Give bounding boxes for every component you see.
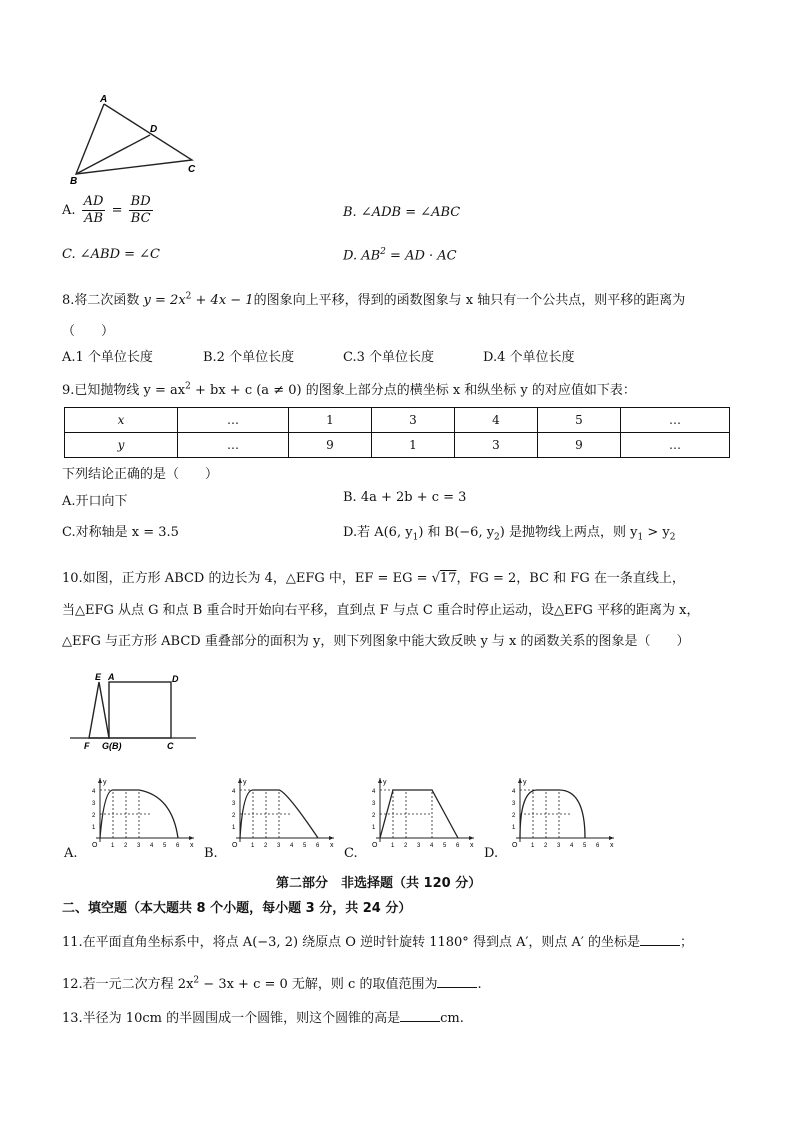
y-arrow xyxy=(518,778,522,783)
q8-option-d: D.4 个单位长度 xyxy=(483,350,575,365)
q13-text: 13.半径为 10cm 的半圆围成一个圆锥，则这个圆锥的高是 cm. xyxy=(62,1011,464,1026)
q9-option-b: B. 4a + 2b + c = 3 xyxy=(343,490,467,505)
x-tick-label: 3 xyxy=(417,843,421,849)
y-tick-label: 2 xyxy=(372,813,376,819)
q7-option-b: B. ∠ADB = ∠ABC xyxy=(343,205,461,220)
table-cell: 5 xyxy=(538,408,621,433)
q7-option-d: D. $AB^2$ = AD · AC xyxy=(343,247,457,264)
table-row-x xyxy=(65,408,730,433)
x-arrow xyxy=(609,836,614,840)
y-arrow xyxy=(238,778,242,783)
x-tick-label: 4 xyxy=(430,843,434,849)
q9-value-table xyxy=(64,407,730,458)
label-a: A xyxy=(108,672,115,682)
q9-option-a: A.开口向下 xyxy=(62,494,128,509)
frac-den: AB xyxy=(84,211,104,226)
function-curve xyxy=(380,790,458,838)
x-tick-label: 2 xyxy=(124,843,128,849)
graph-option-1 xyxy=(78,774,198,854)
q8-option-a: A.1 个单位长度 xyxy=(62,350,153,365)
frac-den: BC xyxy=(130,211,151,226)
y-tick-label: 3 xyxy=(372,801,376,807)
q10-line-2: 当△EFG 从点 G 和点 B 重合时开始向右平移，直到点 F 与点 C 重合时停止运动，设△EFG 平移的距离为 x， xyxy=(62,603,700,618)
label-e: E xyxy=(95,672,102,682)
q7-triangle-figure xyxy=(66,90,206,186)
label-c: C xyxy=(188,164,196,175)
x-axis-label: x xyxy=(610,842,614,849)
y-tick-label: 2 xyxy=(512,813,516,819)
answer-blank xyxy=(640,945,680,946)
table-row-y xyxy=(65,433,730,458)
x-tick-label: 4 xyxy=(150,843,154,849)
graph-option-label: C. xyxy=(344,846,358,861)
q11-text: 11.在平面直角坐标系中，将点 A(−3, 2) 绕原点 O 逆时针旋转 1180° 得到点 A′，则点 A′ 的坐标是 ； xyxy=(62,935,694,950)
q10-line-3: △EFG 与正方形 ABCD 重叠部分的面积为 y，则下列图象中能大致反映 y 与 x 的函数关系的图象是（ ） xyxy=(62,634,690,649)
label-f: F xyxy=(84,741,90,751)
graph-option-label: B. xyxy=(204,846,218,861)
x-tick-label: 5 xyxy=(163,843,167,849)
q10-square-triangle-figure xyxy=(68,670,198,752)
x-arrow xyxy=(329,836,334,840)
frac-num: AD xyxy=(83,194,104,209)
x-tick-label: 6 xyxy=(176,843,180,849)
x-axis-label: x xyxy=(470,842,474,849)
table-cell: 1 xyxy=(289,408,372,433)
x-tick-label: 4 xyxy=(570,843,574,849)
graph-option-label: D. xyxy=(484,846,499,861)
x-tick-label: 2 xyxy=(404,843,408,849)
answer-blank xyxy=(400,1021,440,1022)
q9-stem: 9.已知抛物线 $y = ax^2$ + bx + c (a ≠ 0) 的图象上部分点的横坐标 x 和纵坐标 y 的对应值如下表： xyxy=(62,381,636,398)
x-tick-label: 2 xyxy=(544,843,548,849)
x-tick-label: 1 xyxy=(531,843,535,849)
table-cell: … xyxy=(178,433,289,458)
y-tick-label: 3 xyxy=(92,801,96,807)
x-tick-label: 6 xyxy=(316,843,320,849)
graph-option-4 xyxy=(498,774,618,854)
origin-label: O xyxy=(372,842,378,849)
y-tick-label: 1 xyxy=(512,825,516,831)
x-tick-label: 1 xyxy=(111,843,115,849)
x-tick-label: 3 xyxy=(137,843,141,849)
label-g: G(B) xyxy=(102,741,122,751)
table-cell: 3 xyxy=(372,408,455,433)
y-tick-label: 2 xyxy=(232,813,236,819)
y-axis-label: y xyxy=(523,779,527,786)
origin-label: O xyxy=(512,842,518,849)
y-tick-label: 1 xyxy=(92,825,96,831)
x-tick-label: 5 xyxy=(583,843,587,849)
frac-num: BD xyxy=(130,194,151,209)
y-tick-label: 4 xyxy=(372,789,376,795)
x-arrow xyxy=(189,836,194,840)
q7-option-c: C. ∠ABD = ∠C xyxy=(62,247,161,262)
x-tick-label: 5 xyxy=(443,843,447,849)
label-d: D xyxy=(172,674,179,684)
q10-line-1: 10.如图，正方形 ABCD 的边长为 4，△EFG 中，EF = EG = √17，FG = 2，BC 和 FG 在一条直线上， xyxy=(62,571,685,586)
x-tick-label: 5 xyxy=(303,843,307,849)
x-axis-label: x xyxy=(330,842,334,849)
table-cell: … xyxy=(178,408,289,433)
y-axis-label: y xyxy=(383,779,387,786)
y-axis-label: y xyxy=(103,779,107,786)
y-arrow xyxy=(378,778,382,783)
table-cell: y xyxy=(65,433,178,458)
table-cell: x xyxy=(65,408,178,433)
graph-option-2 xyxy=(218,774,338,854)
origin-label: O xyxy=(92,842,98,849)
x-tick-label: 1 xyxy=(251,843,255,849)
y-arrow xyxy=(98,778,102,783)
y-tick-label: 1 xyxy=(372,825,376,831)
y-tick-label: 4 xyxy=(512,789,516,795)
x-tick-label: 2 xyxy=(264,843,268,849)
label-a: A xyxy=(100,94,108,105)
q8-option-b: B.2 个单位长度 xyxy=(203,350,295,365)
q9-question: 下列结论正确的是（ ） xyxy=(62,467,219,482)
q8-option-c: C.3 个单位长度 xyxy=(343,350,435,365)
q8-stem: 8.将二次函数 $y = 2x^2 + 4x - 1$的图象向上平移，得到的函数图象与 x 轴只有一个公共点，则平移的距离为 xyxy=(62,291,686,308)
x-tick-label: 6 xyxy=(456,843,460,849)
answer-blank xyxy=(437,987,477,988)
q9-option-c: C.对称轴是 x = 3.5 xyxy=(62,525,179,540)
y-tick-label: 3 xyxy=(232,801,236,807)
x-tick-label: 3 xyxy=(557,843,561,849)
y-tick-label: 4 xyxy=(232,789,236,795)
part2-title: 第二部分 非选择题（共 120 分） xyxy=(276,876,482,891)
y-tick-label: 4 xyxy=(92,789,96,795)
equals-sign: = xyxy=(111,203,123,218)
q8-paren: （ ） xyxy=(62,324,115,339)
y-tick-label: 2 xyxy=(92,813,96,819)
table-cell: 1 xyxy=(372,433,455,458)
q7-option-a xyxy=(62,194,155,227)
label-c: C xyxy=(167,741,174,751)
table-cell: 3 xyxy=(455,433,538,458)
x-tick-label: 4 xyxy=(290,843,294,849)
graph-option-label: A. xyxy=(64,846,78,861)
section2-title: 二、填空题（本大题共 8 个小题，每小题 3 分，共 24 分） xyxy=(62,901,412,916)
label-b: B xyxy=(70,176,78,186)
table-cell: 4 xyxy=(455,408,538,433)
graph-option-3 xyxy=(358,774,478,854)
q9-option-d: D.若 A(6, $y_1$) 和 B(−6, $y_2$) 是抛物线上两点，则 $y_1 > y_2$ xyxy=(343,525,676,543)
x-tick-label: 1 xyxy=(391,843,395,849)
table-cell: … xyxy=(621,433,730,458)
x-tick-label: 3 xyxy=(277,843,281,849)
label-d: D xyxy=(150,124,158,135)
y-tick-label: 3 xyxy=(512,801,516,807)
y-axis-label: y xyxy=(243,779,247,786)
table-cell: 9 xyxy=(538,433,621,458)
table-cell: 9 xyxy=(289,433,372,458)
origin-label: O xyxy=(232,842,238,849)
y-tick-label: 1 xyxy=(232,825,236,831)
table-cell: … xyxy=(621,408,730,433)
x-axis-label: x xyxy=(190,842,194,849)
opt-label: A. xyxy=(62,203,76,218)
x-tick-label: 6 xyxy=(596,843,600,849)
x-arrow xyxy=(469,836,474,840)
q12-text: 12.若一元二次方程 $2x^2 - 3x + c = 0$ 无解，则 c 的取值范围为 . xyxy=(62,975,482,992)
